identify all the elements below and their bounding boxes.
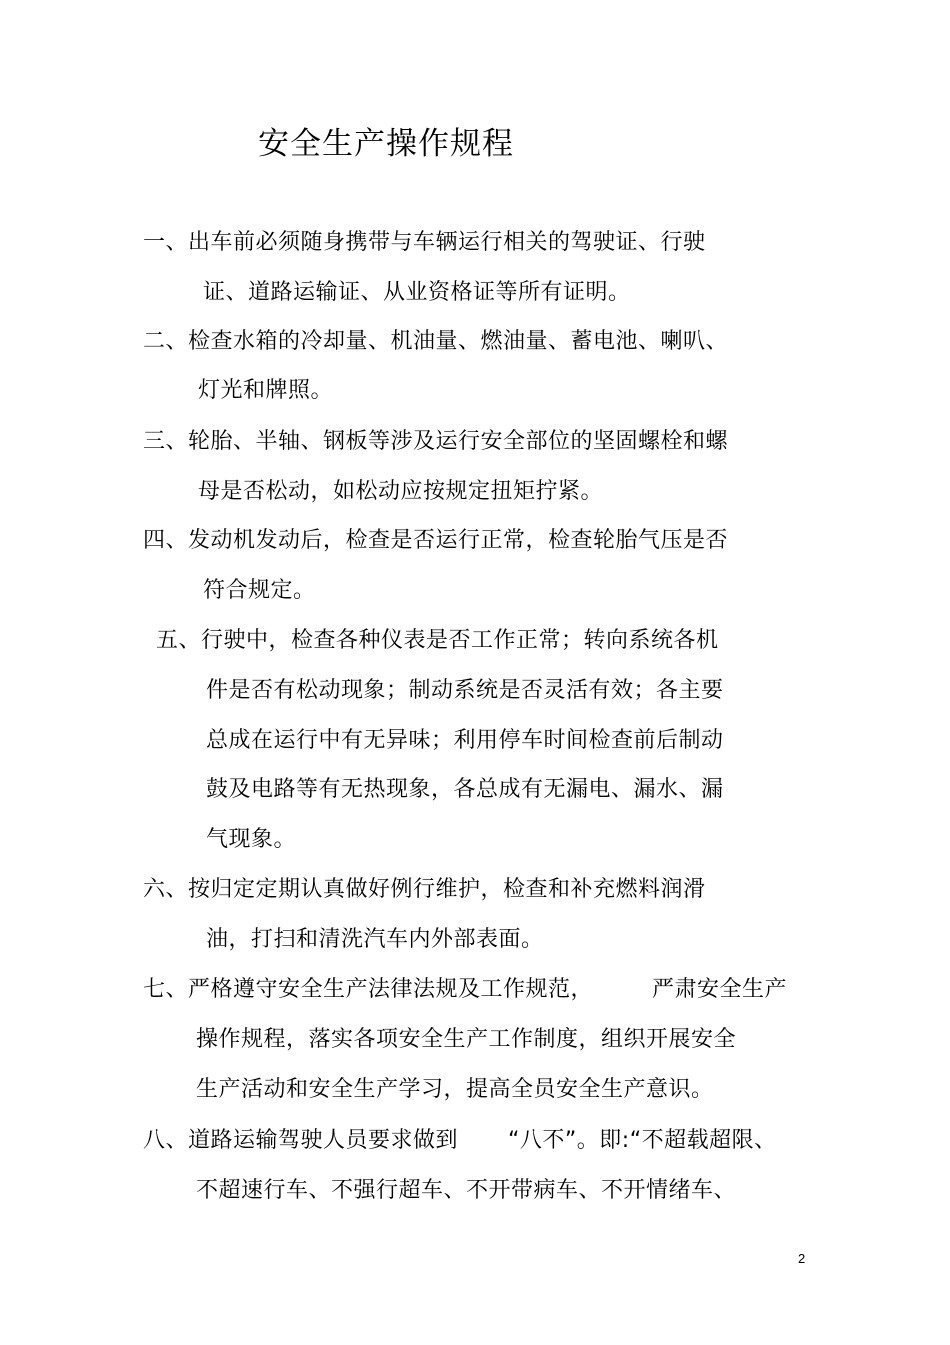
- rule-6-line-2: 油，打扫和清洗汽车内外部表面。: [206, 927, 544, 952]
- rule-4-line-2: 符合规定。: [203, 578, 316, 603]
- rule-8-line-1b: “八不”。即:“不超载超限、: [508, 1128, 777, 1153]
- rule-5-line-2: 件是否有松动现象；制动系统是否灵活有效；各主要: [206, 678, 724, 703]
- rule-5-line-1: 五、行驶中，检查各种仪表是否工作正常；转向系统各机: [156, 628, 719, 653]
- rule-2-line-2: 灯光和牌照。: [198, 378, 334, 403]
- rule-7-line-2: 操作规程，落实各项安全生产工作制度，组织开展安全: [196, 1027, 737, 1052]
- rule-4-line-1: 四、发动机发动后，检查是否运行正常，检查轮胎气压是否: [143, 528, 729, 553]
- rule-5-line-4: 鼓及电路等有无热现象，各总成有无漏电、漏水、漏: [206, 777, 724, 802]
- rule-5-line-3: 总成在运行中有无异味；利用停车时间检查前后制动: [206, 728, 724, 753]
- page-number: 2: [798, 1251, 806, 1266]
- rule-7-line-1a: 七、严格遵守安全生产法律法规及工作规范，: [143, 977, 594, 1002]
- document-title: 安全生产操作规程: [258, 126, 514, 162]
- rule-7-line-3: 生产活动和安全生产学习，提高全员安全生产意识。: [196, 1077, 714, 1102]
- rule-1-line-2: 证、道路运输证、从业资格证等所有证明。: [203, 280, 631, 305]
- rule-7-line-1b: 严肃安全生产: [652, 977, 788, 1002]
- rule-6-line-1: 六、按归定定期认真做好例行维护，检查和补充燃料润滑: [143, 877, 706, 902]
- rule-5-line-5: 气现象。: [206, 827, 297, 852]
- rule-8-line-2: 不超速行车、不强行超车、不开带病车、不开情绪车、: [196, 1178, 737, 1203]
- rule-1-line-1: 一、出车前必须随身携带与车辆运行相关的驾驶证、行驶: [143, 230, 706, 255]
- rule-3-line-2: 母是否松动，如松动应按规定扭矩拧紧。: [198, 479, 604, 504]
- rule-8-line-1a: 八、道路运输驾驶人员要求做到: [143, 1128, 459, 1153]
- rule-2-line-1: 二、检查水箱的冷却量、机油量、燃油量、蓄电池、喇叭、: [143, 329, 729, 354]
- rule-3-line-1: 三、轮胎、半轴、钢板等涉及运行安全部位的坚固螺栓和螺: [143, 429, 729, 454]
